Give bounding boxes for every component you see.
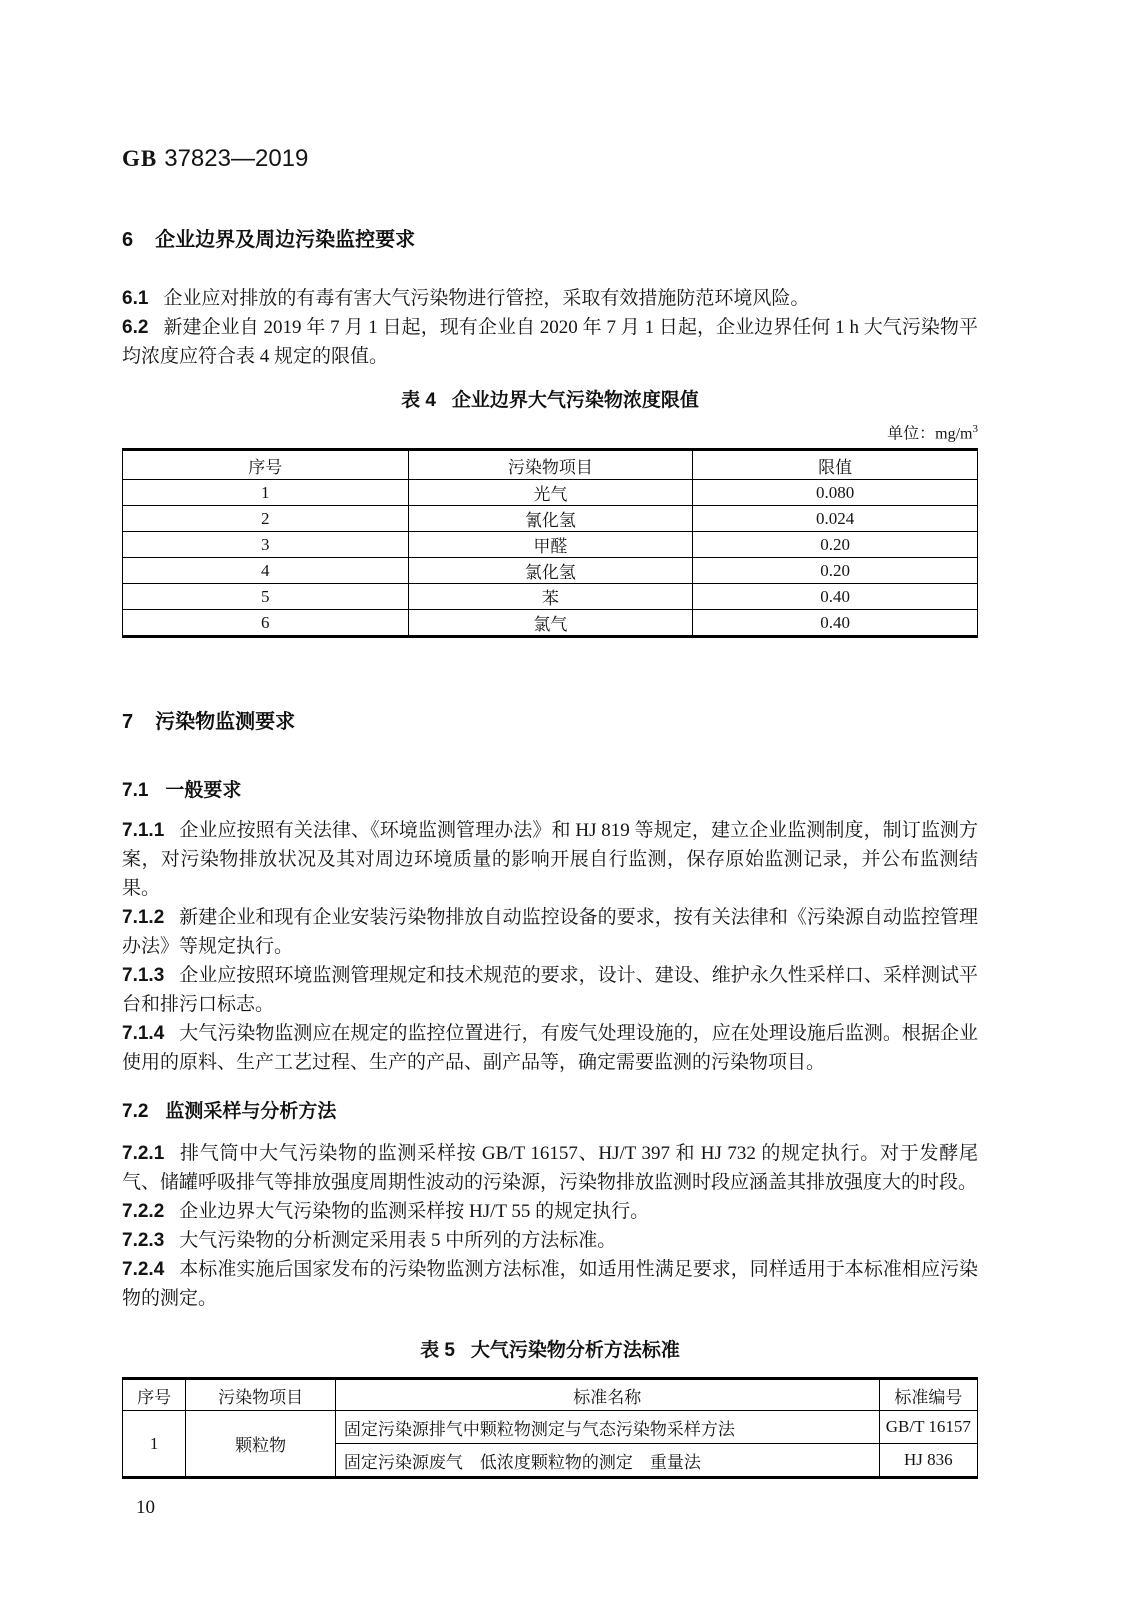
- section-7-title: 污染物监测要求: [155, 711, 296, 734]
- clause-7-1-4-text: 大气污染物监测应在规定的监控位置进行，有废气处理设施的，应在处理设施后监测。根据企业使用的原料、生产工艺过程、生产的产品、副产品等，确定需要监测的污染物项目。: [122, 1023, 978, 1074]
- table-5-header-cell: 标准编号: [879, 1379, 977, 1411]
- table-4-header-row: [123, 450, 978, 480]
- table-4-cell: 3: [123, 532, 409, 558]
- clause-7-2-4: [122, 1255, 978, 1313]
- table-5-title-text: 大气污染物分析方法标准: [470, 1340, 680, 1362]
- table-4-cell: 氯化氢: [408, 558, 693, 584]
- section-7-1-number: 7.1: [122, 780, 149, 802]
- clause-7-1-4-number: 7.1.4: [122, 1023, 165, 1045]
- table-4-cell: 2: [123, 506, 409, 532]
- section-7-2-number: 7.2: [122, 1101, 149, 1123]
- table-4-cell: 0.024: [693, 506, 978, 532]
- table-4-cell: 苯: [408, 584, 693, 610]
- table-5-title: [122, 1339, 978, 1363]
- table-4-header-cell: 限值: [693, 450, 978, 480]
- table-5-cell-standard-code: GB/T 16157: [879, 1411, 977, 1444]
- clause-7-2-2-number: 7.2.2: [122, 1201, 165, 1223]
- table-row: [123, 584, 978, 610]
- table-5-cell-standard-name: 固定污染源排气中颗粒物测定与气态污染物采样方法: [335, 1411, 879, 1444]
- doc-code-number: 37823—2019: [164, 145, 309, 172]
- clause-6-1-number: 6.1: [122, 288, 149, 309]
- table-4-cell: 4: [123, 558, 409, 584]
- clause-7-2-4-number: 7.2.4: [122, 1259, 165, 1281]
- clause-7-1-3-number: 7.1.3: [122, 965, 165, 987]
- table-4-title: [122, 389, 978, 413]
- section-6-heading: [122, 226, 978, 254]
- clause-7-1-1: [122, 816, 978, 903]
- clause-7-2-3-number: 7.2.3: [122, 1230, 165, 1252]
- table-row: [123, 506, 978, 532]
- table-4-cell: 0.20: [693, 532, 978, 558]
- clause-7-1-4: [122, 1019, 978, 1077]
- clause-7-2-2-text: 企业边界大气污染物的监测采样按 HJ/T 55 的规定执行。: [179, 1201, 650, 1223]
- clause-7-1-1-text: 企业应按照有关法律、《环境监测管理办法》和 HJ 819 等规定，建立企业监测制度，制订监测方案，对污染物排放状况及其对周边环境质量的影响开展自行监测，保存原始监测记录，并公布监测结果。: [122, 820, 978, 900]
- clause-7-1-1-number: 7.1.1: [122, 820, 165, 842]
- table-row: [123, 480, 978, 506]
- table-4-unit: [122, 419, 978, 444]
- section-6-title: 企业边界及周边污染监控要求: [155, 229, 416, 251]
- table-5-header-row: [123, 1379, 978, 1411]
- table-4-cell: 甲醛: [408, 532, 693, 558]
- table-5-cell-pollutant: 颗粒物: [186, 1411, 336, 1478]
- clause-6-2-text: 新建企业自 2019 年 7 月 1 日起，现有企业自 2020 年 7 月 1 日起，企业边界任何 1 h 大气污染物平均浓度应符合表 4 规定的限值。: [122, 317, 978, 367]
- clause-7-1-2: [122, 903, 978, 961]
- clause-6-1-text: 企业应对排放的有毒有害大气污染物进行管控，采取有效措施防范环境风险。: [163, 288, 810, 309]
- clause-7-2-1-number: 7.2.1: [122, 1143, 165, 1165]
- table-5-cell-no: 1: [123, 1411, 186, 1478]
- table-row: [123, 532, 978, 558]
- table-5-header-cell: 序号: [123, 1379, 186, 1411]
- doc-code-prefix: GB: [122, 146, 158, 171]
- table-5-cell-standard-code: HJ 836: [879, 1444, 977, 1478]
- clause-7-1-2-number: 7.1.2: [122, 907, 165, 929]
- section-6-number: 6: [122, 229, 134, 251]
- clause-7-2-4-text: 本标准实施后国家发布的污染物监测方法标准，如适用性满足要求，同样适用于本标准相应污染物的测定。: [122, 1259, 978, 1310]
- clause-7-2-3: [122, 1226, 978, 1255]
- table-4: [122, 448, 978, 638]
- table-row: [123, 558, 978, 584]
- table-5-cell-standard-name: 固定污染源废气 低浓度颗粒物的测定 重量法: [335, 1444, 879, 1478]
- table-4-cell: 6: [123, 610, 409, 637]
- clause-6-2: [122, 313, 978, 371]
- clause-7-2-2: [122, 1197, 978, 1226]
- clause-7-2-1: [122, 1139, 978, 1197]
- table-4-header-cell: 污染物项目: [408, 450, 693, 480]
- table-4-cell: 氯气: [408, 610, 693, 637]
- table-5-header-cell: 污染物项目: [186, 1379, 336, 1411]
- clause-7-1-2-text: 新建企业和现有企业安装污染物排放自动监控设备的要求，按有关法律和《污染源自动监控管理办法》等规定执行。: [122, 907, 978, 958]
- unit-text: 单位：mg/m: [887, 425, 973, 443]
- clause-6-1: [122, 284, 978, 313]
- section-7-1-title: 一般要求: [165, 780, 242, 802]
- table-4-cell: 0.20: [693, 558, 978, 584]
- section-7-heading: [122, 708, 978, 736]
- table-row: [123, 610, 978, 637]
- table-4-cell: 0.40: [693, 610, 978, 637]
- page-number: 10: [136, 1497, 155, 1519]
- clause-7-2-3-text: 大气污染物的分析测定采用表 5 中所列的方法标准。: [179, 1230, 617, 1252]
- table-row: [123, 1411, 978, 1444]
- table-4-title-text: 企业边界大气污染物浓度限值: [451, 390, 699, 411]
- unit-superscript: 3: [972, 423, 978, 435]
- section-7-number: 7: [122, 711, 134, 734]
- table-5-label: 表 5: [420, 1340, 455, 1362]
- table-5: [122, 1377, 978, 1479]
- clause-7-1-3: [122, 961, 978, 1019]
- table-4-label: 表 4: [401, 390, 436, 411]
- table-4-cell: 0.40: [693, 584, 978, 610]
- table-4-cell: 1: [123, 480, 409, 506]
- section-7-2-title: 监测采样与分析方法: [165, 1101, 337, 1123]
- section-7-2-heading: [122, 1099, 978, 1125]
- table-4-cell: 0.080: [693, 480, 978, 506]
- doc-code: [122, 145, 978, 172]
- clause-6-2-number: 6.2: [122, 317, 149, 338]
- clause-7-2-1-text: 排气筒中大气污染物的监测采样按 GB/T 16157、HJ/T 397 和 HJ 732 的规定执行。对于发酵尾气、储罐呼吸排气等排放强度周期性波动的污染源，污染物排放监测时段应涵盖其排放强度大的时段。: [122, 1143, 978, 1194]
- table-4-cell: 氰化氢: [408, 506, 693, 532]
- table-4-header-cell: 序号: [123, 450, 409, 480]
- table-4-cell: 光气: [408, 480, 693, 506]
- section-7-1-heading: [122, 778, 978, 804]
- table-5-header-cell: 标准名称: [335, 1379, 879, 1411]
- clause-7-1-3-text: 企业应按照环境监测管理规定和技术规范的要求，设计、建设、维护永久性采样口、采样测试平台和排污口标志。: [122, 965, 978, 1016]
- table-4-cell: 5: [123, 584, 409, 610]
